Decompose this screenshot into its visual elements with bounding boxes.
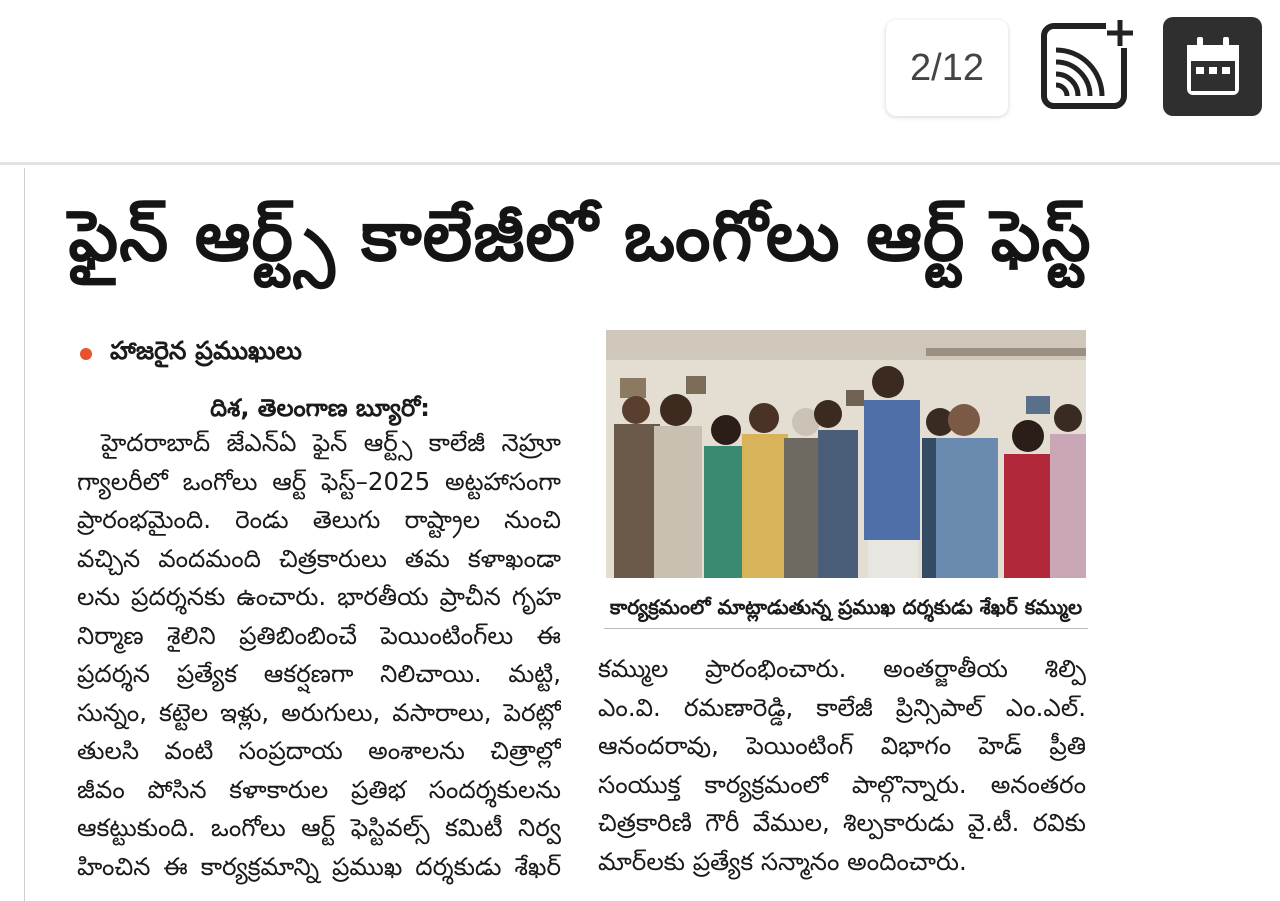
page-margin-rule [24, 168, 25, 901]
body-line: సంయుక్త కార్యక్రమంలో పాల్గొన్నారు. అనంతరం [598, 769, 1086, 799]
body-line: ఆకట్టుకుంది. ఒంగోలు ఆర్ట్ ఫెస్టివల్స్ కమిటీ నిర్వ [77, 813, 561, 842]
body-line: గ్యాలరీలో ఒంగోలు ఆర్ట్ ఫెస్ట్–2025 అట్టహాసంగా [77, 466, 561, 496]
body-line: ప్రదర్శన ప్రత్యేక ఆకర్షణగా నిలిచాయి. మట్టి, [77, 659, 561, 688]
bullet-dot-icon [80, 348, 92, 360]
article-headline: ఫైన్ ఆర్ట్స్ కాలేజీలో ఒంగోలు ఆర్ట్ ఫెస్ట్ [68, 194, 1092, 277]
top-toolbar [0, 0, 1280, 160]
article-dateline: దిశ, తెలంగాణ బ్యూరో: [210, 394, 430, 422]
calendar-icon [1185, 37, 1241, 97]
article-bullet [80, 334, 302, 374]
event-photo [606, 330, 1086, 578]
body-line: తులసి వంటి సంప్రదాయ అంశాలను చిత్రాల్లో [77, 736, 561, 765]
body-line: హైదరాబాద్ జేఎన్ఏ ఫైన్ ఆర్ట్స్ కాలేజీ నెహ్రూ [101, 428, 561, 457]
body-line: మార్‌లకు ప్రత్యేక సన్మానం అందించారు. [598, 846, 967, 876]
body-line: ఎం.వి. రమణారెడ్డి, కాలేజీ ప్రిన్సిపాల్ ఎం.ఎల్. [598, 692, 1086, 722]
body-line: వచ్చిన వందమంది చిత్రకారులు తమ కళాఖండా [77, 543, 561, 573]
body-line: నిర్మాణ శైలిని ప్రతిబింబించే పెయింటింగ్‌లు ఈ [77, 620, 561, 650]
body-line: చిత్రకారిణి గౌరీ వేముల, శిల్పకారుడు వై.టీ. రవికు [598, 808, 1086, 837]
body-line: ప్రారంభమైంది. రెండు తెలుగు రాష్ట్రాల నుంచి [77, 505, 561, 534]
page-counter[interactable]: 2/12 [886, 20, 1008, 116]
body-line: కమ్ముల ప్రారంభించారు. అంతర్జాతీయ శిల్పి [598, 654, 1086, 683]
calendar-button[interactable] [1163, 17, 1262, 116]
body-line: సున్నం, కట్టెల ఇళ్లు, అరుగులు, వసారాలు, పెరట్లో [77, 697, 561, 727]
body-line: జీవం పోసిన కళాకారుల ప్రతిభ సందర్శకులను [77, 774, 561, 804]
rss-add-icon [1040, 18, 1134, 112]
caption-rule [604, 628, 1088, 629]
add-feed-button[interactable] [1040, 18, 1134, 112]
bullet-text: హాజరైన ప్రముఖులు [110, 336, 302, 365]
article-column-right [598, 650, 1086, 881]
body-line: లను ప్రదర్శనకు ఉంచారు. భారతీయ ప్రాచీన గృహ [77, 582, 561, 611]
body-line: ఆనందరావు, పెయింటింగ్ విభాగం హెడ్ ప్రీతి [598, 731, 1086, 760]
body-line: హించిన ఈ కార్యక్రమాన్ని ప్రముఖ దర్శకుడు శేఖర్ [77, 851, 561, 881]
article-column-left [77, 424, 561, 886]
photo-caption: కార్యక్రమంలో మాట్లాడుతున్న ప్రముఖ దర్శకుడు శేఖర్ కమ్ముల [609, 595, 1083, 619]
